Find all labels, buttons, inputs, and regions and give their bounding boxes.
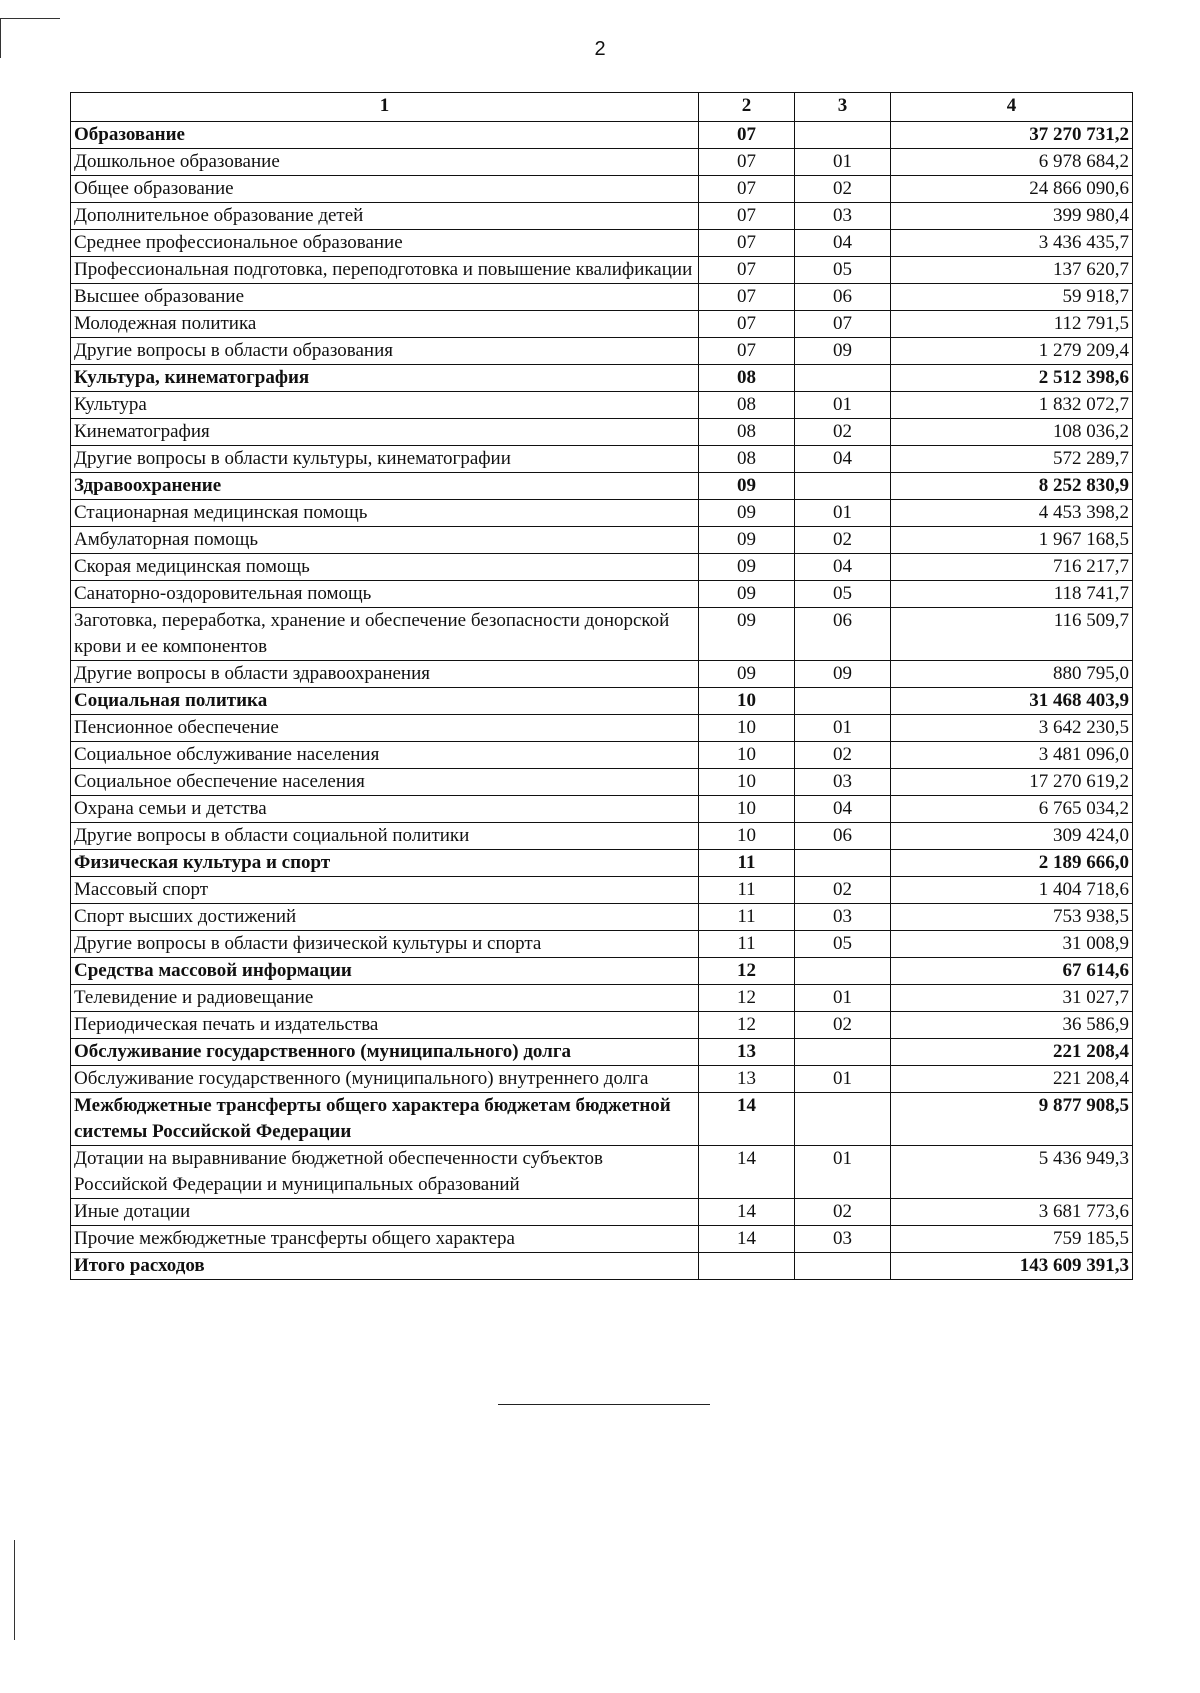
table-row xyxy=(71,1199,1133,1226)
cell-amount: 108 036,2 xyxy=(891,419,1133,446)
cell-amount: 116 509,7 xyxy=(891,608,1133,661)
cell-name: Культура xyxy=(71,392,699,419)
cell-section-code: 07 xyxy=(699,284,795,311)
cell-section-code: 08 xyxy=(699,446,795,473)
cell-subsection-code xyxy=(795,1039,891,1066)
table-row xyxy=(71,769,1133,796)
cell-name: Высшее образование xyxy=(71,284,699,311)
cell-name: Другие вопросы в области образования xyxy=(71,338,699,365)
cell-subsection-code: 01 xyxy=(795,392,891,419)
cell-amount: 6 978 684,2 xyxy=(891,149,1133,176)
cell-name: Социальная политика xyxy=(71,688,699,715)
cell-subsection-code: 01 xyxy=(795,1146,891,1199)
cell-name: Пенсионное обеспечение xyxy=(71,715,699,742)
cell-subsection-code: 06 xyxy=(795,284,891,311)
table-row xyxy=(71,1146,1133,1199)
scan-edge-mark xyxy=(0,18,60,19)
cell-amount: 309 424,0 xyxy=(891,823,1133,850)
cell-name: Среднее профессиональное образование xyxy=(71,230,699,257)
cell-name: Профессиональная подготовка, переподготовка и повышение квалификации xyxy=(71,257,699,284)
end-of-table-rule xyxy=(498,1404,710,1405)
cell-name: Иные дотации xyxy=(71,1199,699,1226)
cell-amount: 59 918,7 xyxy=(891,284,1133,311)
cell-section-code: 08 xyxy=(699,365,795,392)
cell-subsection-code: 03 xyxy=(795,904,891,931)
cell-name: Стационарная медицинская помощь xyxy=(71,500,699,527)
cell-section-code: 14 xyxy=(699,1199,795,1226)
cell-subsection-code: 05 xyxy=(795,581,891,608)
table-section-row xyxy=(71,473,1133,500)
cell-name: Социальное обеспечение населения xyxy=(71,769,699,796)
cell-section-code: 10 xyxy=(699,688,795,715)
cell-subsection-code: 02 xyxy=(795,176,891,203)
cell-section-code: 14 xyxy=(699,1093,795,1146)
cell-name: Массовый спорт xyxy=(71,877,699,904)
cell-subsection-code: 04 xyxy=(795,446,891,473)
cell-section-code: 07 xyxy=(699,149,795,176)
table-row xyxy=(71,742,1133,769)
cell-section-code: 10 xyxy=(699,796,795,823)
cell-section-code: 09 xyxy=(699,500,795,527)
table-row xyxy=(71,500,1133,527)
cell-name: Средства массовой информации xyxy=(71,958,699,985)
cell-subsection-code: 05 xyxy=(795,257,891,284)
cell-amount: 1 279 209,4 xyxy=(891,338,1133,365)
cell-name: Охрана семьи и детства xyxy=(71,796,699,823)
cell-subsection-code: 02 xyxy=(795,742,891,769)
cell-subsection-code: 03 xyxy=(795,769,891,796)
cell-subsection-code xyxy=(795,1093,891,1146)
cell-name: Физическая культура и спорт xyxy=(71,850,699,877)
cell-subsection-code xyxy=(795,473,891,500)
cell-section-code: 11 xyxy=(699,850,795,877)
cell-amount: 399 980,4 xyxy=(891,203,1133,230)
table-row xyxy=(71,608,1133,661)
cell-section-code: 09 xyxy=(699,661,795,688)
column-header-name: 1 xyxy=(71,93,699,122)
cell-name: Скорая медицинская помощь xyxy=(71,554,699,581)
table-row xyxy=(71,715,1133,742)
cell-section-code: 07 xyxy=(699,230,795,257)
cell-section-code xyxy=(699,1253,795,1280)
cell-amount: 67 614,6 xyxy=(891,958,1133,985)
cell-amount: 31 468 403,9 xyxy=(891,688,1133,715)
table-row xyxy=(71,527,1133,554)
cell-section-code: 08 xyxy=(699,419,795,446)
cell-section-code: 09 xyxy=(699,608,795,661)
cell-amount: 5 436 949,3 xyxy=(891,1146,1133,1199)
table-section-row xyxy=(71,850,1133,877)
table-header-row xyxy=(71,93,1133,122)
cell-section-code: 10 xyxy=(699,742,795,769)
cell-amount: 31 027,7 xyxy=(891,985,1133,1012)
cell-section-code: 07 xyxy=(699,257,795,284)
cell-section-code: 10 xyxy=(699,823,795,850)
table-row xyxy=(71,823,1133,850)
cell-subsection-code: 09 xyxy=(795,338,891,365)
cell-section-code: 07 xyxy=(699,176,795,203)
column-header-subsection: 3 xyxy=(795,93,891,122)
table-row xyxy=(71,392,1133,419)
cell-name: Дошкольное образование xyxy=(71,149,699,176)
budget-expenditure-table xyxy=(70,92,1133,1280)
cell-amount: 36 586,9 xyxy=(891,1012,1133,1039)
cell-amount: 221 208,4 xyxy=(891,1039,1133,1066)
cell-subsection-code: 04 xyxy=(795,230,891,257)
cell-section-code: 14 xyxy=(699,1146,795,1199)
table-row xyxy=(71,985,1133,1012)
cell-name: Образование xyxy=(71,122,699,149)
cell-section-code: 12 xyxy=(699,958,795,985)
table-row xyxy=(71,203,1133,230)
table-row xyxy=(71,284,1133,311)
cell-section-code: 08 xyxy=(699,392,795,419)
cell-subsection-code: 02 xyxy=(795,1012,891,1039)
table-row xyxy=(71,1226,1133,1253)
cell-subsection-code xyxy=(795,688,891,715)
table-row xyxy=(71,230,1133,257)
cell-section-code: 12 xyxy=(699,985,795,1012)
cell-subsection-code xyxy=(795,958,891,985)
cell-subsection-code: 02 xyxy=(795,877,891,904)
table-row xyxy=(71,311,1133,338)
cell-subsection-code: 03 xyxy=(795,203,891,230)
cell-subsection-code xyxy=(795,365,891,392)
cell-section-code: 11 xyxy=(699,904,795,931)
cell-amount: 6 765 034,2 xyxy=(891,796,1133,823)
cell-section-code: 12 xyxy=(699,1012,795,1039)
table-row xyxy=(71,257,1133,284)
cell-subsection-code: 02 xyxy=(795,419,891,446)
table-section-row xyxy=(71,1039,1133,1066)
cell-section-code: 07 xyxy=(699,122,795,149)
cell-name: Дополнительное образование детей xyxy=(71,203,699,230)
table-section-row xyxy=(71,1253,1133,1280)
table-section-row xyxy=(71,122,1133,149)
cell-subsection-code xyxy=(795,850,891,877)
cell-amount: 759 185,5 xyxy=(891,1226,1133,1253)
cell-amount: 1 404 718,6 xyxy=(891,877,1133,904)
cell-name: Санаторно-оздоровительная помощь xyxy=(71,581,699,608)
cell-subsection-code: 01 xyxy=(795,985,891,1012)
cell-amount: 143 609 391,3 xyxy=(891,1253,1133,1280)
cell-name: Другие вопросы в области культуры, кинематографии xyxy=(71,446,699,473)
cell-amount: 4 453 398,2 xyxy=(891,500,1133,527)
cell-subsection-code xyxy=(795,1253,891,1280)
table-section-row xyxy=(71,1093,1133,1146)
cell-amount: 118 741,7 xyxy=(891,581,1133,608)
cell-amount: 753 938,5 xyxy=(891,904,1133,931)
cell-amount: 137 620,7 xyxy=(891,257,1133,284)
cell-amount: 37 270 731,2 xyxy=(891,122,1133,149)
table-row xyxy=(71,581,1133,608)
cell-section-code: 07 xyxy=(699,203,795,230)
table-body xyxy=(71,122,1133,1280)
cell-section-code: 09 xyxy=(699,554,795,581)
cell-amount: 3 481 096,0 xyxy=(891,742,1133,769)
table-section-row xyxy=(71,958,1133,985)
cell-name: Телевидение и радиовещание xyxy=(71,985,699,1012)
page-number: 2 xyxy=(594,38,606,60)
cell-section-code: 10 xyxy=(699,769,795,796)
cell-amount: 880 795,0 xyxy=(891,661,1133,688)
table-row xyxy=(71,419,1133,446)
cell-subsection-code: 02 xyxy=(795,1199,891,1226)
cell-amount: 1 967 168,5 xyxy=(891,527,1133,554)
cell-name: Дотации на выравнивание бюджетной обеспеченности субъектов Российской Федерации и муниципальных образований xyxy=(71,1146,699,1199)
cell-name: Заготовка, переработка, хранение и обеспечение безопасности донорской крови и ее компонентов xyxy=(71,608,699,661)
cell-name: Периодическая печать и издательства xyxy=(71,1012,699,1039)
table-row xyxy=(71,877,1133,904)
table-row xyxy=(71,796,1133,823)
table-row xyxy=(71,446,1133,473)
cell-subsection-code: 09 xyxy=(795,661,891,688)
cell-name: Молодежная политика xyxy=(71,311,699,338)
cell-amount: 1 832 072,7 xyxy=(891,392,1133,419)
cell-name: Спорт высших достижений xyxy=(71,904,699,931)
cell-amount: 8 252 830,9 xyxy=(891,473,1133,500)
cell-amount: 572 289,7 xyxy=(891,446,1133,473)
cell-section-code: 11 xyxy=(699,931,795,958)
cell-name: Культура, кинематография xyxy=(71,365,699,392)
table-row xyxy=(71,338,1133,365)
column-header-amount: 4 xyxy=(891,93,1133,122)
cell-section-code: 14 xyxy=(699,1226,795,1253)
cell-name: Обслуживание государственного (муниципального) долга xyxy=(71,1039,699,1066)
cell-name: Межбюджетные трансферты общего характера бюджетам бюджетной системы Российской Федерации xyxy=(71,1093,699,1146)
cell-name: Другие вопросы в области здравоохранения xyxy=(71,661,699,688)
cell-subsection-code: 01 xyxy=(795,715,891,742)
cell-subsection-code: 06 xyxy=(795,608,891,661)
cell-section-code: 13 xyxy=(699,1039,795,1066)
cell-name: Другие вопросы в области физической культуры и спорта xyxy=(71,931,699,958)
table-row xyxy=(71,1066,1133,1093)
table-row xyxy=(71,1012,1133,1039)
cell-section-code: 09 xyxy=(699,527,795,554)
table-row xyxy=(71,176,1133,203)
cell-name: Здравоохранение xyxy=(71,473,699,500)
cell-amount: 9 877 908,5 xyxy=(891,1093,1133,1146)
cell-amount: 2 189 666,0 xyxy=(891,850,1133,877)
scan-edge-mark xyxy=(14,1540,15,1640)
cell-section-code: 10 xyxy=(699,715,795,742)
cell-subsection-code: 03 xyxy=(795,1226,891,1253)
cell-amount: 3 436 435,7 xyxy=(891,230,1133,257)
cell-subsection-code: 04 xyxy=(795,554,891,581)
table-row xyxy=(71,661,1133,688)
column-header-section: 2 xyxy=(699,93,795,122)
cell-name: Социальное обслуживание населения xyxy=(71,742,699,769)
cell-subsection-code: 07 xyxy=(795,311,891,338)
cell-amount: 17 270 619,2 xyxy=(891,769,1133,796)
cell-name: Другие вопросы в области социальной политики xyxy=(71,823,699,850)
cell-amount: 221 208,4 xyxy=(891,1066,1133,1093)
cell-subsection-code: 06 xyxy=(795,823,891,850)
cell-section-code: 11 xyxy=(699,877,795,904)
table-section-row xyxy=(71,365,1133,392)
cell-subsection-code xyxy=(795,122,891,149)
cell-amount: 716 217,7 xyxy=(891,554,1133,581)
cell-subsection-code: 04 xyxy=(795,796,891,823)
cell-amount: 31 008,9 xyxy=(891,931,1133,958)
cell-section-code: 13 xyxy=(699,1066,795,1093)
cell-amount: 3 642 230,5 xyxy=(891,715,1133,742)
table-row xyxy=(71,931,1133,958)
cell-name: Общее образование xyxy=(71,176,699,203)
cell-amount: 3 681 773,6 xyxy=(891,1199,1133,1226)
cell-section-code: 07 xyxy=(699,338,795,365)
cell-name: Прочие межбюджетные трансферты общего характера xyxy=(71,1226,699,1253)
cell-amount: 2 512 398,6 xyxy=(891,365,1133,392)
table-section-row xyxy=(71,688,1133,715)
cell-subsection-code: 05 xyxy=(795,931,891,958)
cell-subsection-code: 01 xyxy=(795,1066,891,1093)
cell-amount: 24 866 090,6 xyxy=(891,176,1133,203)
table-row xyxy=(71,904,1133,931)
cell-subsection-code: 01 xyxy=(795,500,891,527)
cell-name: Итого расходов xyxy=(71,1253,699,1280)
cell-name: Кинематография xyxy=(71,419,699,446)
cell-subsection-code: 01 xyxy=(795,149,891,176)
cell-section-code: 07 xyxy=(699,311,795,338)
table-row xyxy=(71,554,1133,581)
cell-amount: 112 791,5 xyxy=(891,311,1133,338)
cell-subsection-code: 02 xyxy=(795,527,891,554)
cell-section-code: 09 xyxy=(699,581,795,608)
cell-section-code: 09 xyxy=(699,473,795,500)
table-row xyxy=(71,149,1133,176)
cell-name: Обслуживание государственного (муниципального) внутреннего долга xyxy=(71,1066,699,1093)
cell-name: Амбулаторная помощь xyxy=(71,527,699,554)
